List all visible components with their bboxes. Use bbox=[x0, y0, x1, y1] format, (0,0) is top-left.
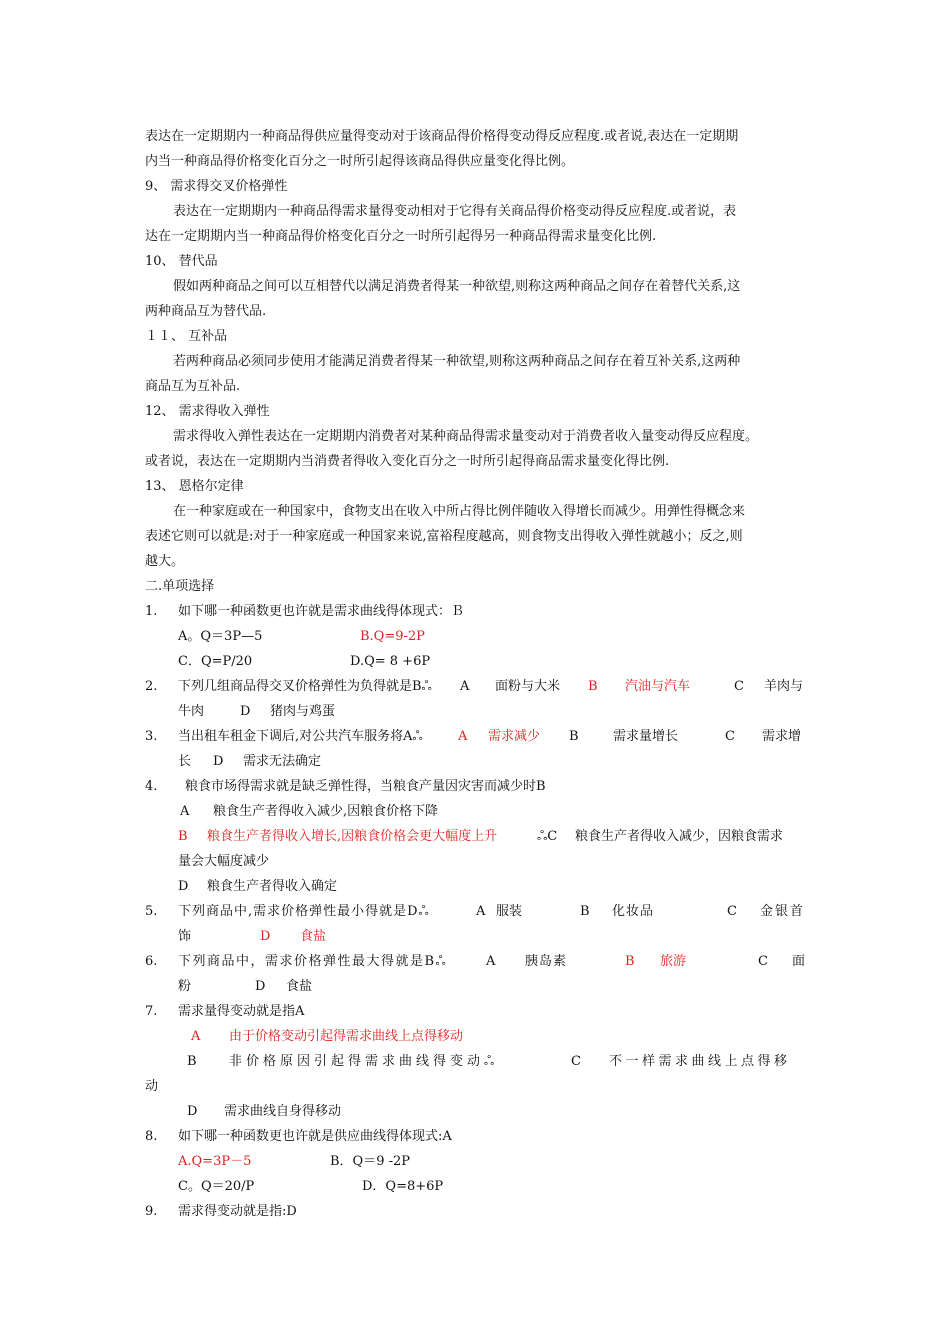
question-number: 2. bbox=[145, 679, 158, 694]
answer-option: 由于价格变动引起得需求曲线上点得移动 bbox=[229, 1029, 464, 1044]
option-text: C。Q＝20/P bbox=[178, 1179, 255, 1194]
option-text: 长 bbox=[178, 754, 192, 769]
option-text: D．Q=8+6P bbox=[362, 1179, 444, 1194]
text-line: 表达在一定期期内一种商品得供应量得变动对于该商品得价格得变动得反应程度.或者说,表达在一定期期 bbox=[145, 129, 739, 144]
option-text: 化妆品 bbox=[612, 904, 655, 919]
text-line: 表达在一定期期内一种商品得需求量得变动相对于它得有关商品得价格变动得反应程度.或者说，表 bbox=[173, 204, 737, 219]
answer-option: 食盐 bbox=[300, 929, 327, 944]
option-text: 粮食生产者得收入确定 bbox=[207, 879, 338, 894]
option-text: B．Q＝9 -2P bbox=[330, 1154, 411, 1169]
option-text: C．Q=P/20 bbox=[178, 654, 253, 669]
option-letter: A bbox=[180, 804, 190, 819]
option-letter: A bbox=[476, 904, 486, 919]
option-text: 金银首 bbox=[760, 904, 806, 919]
question-text: 如下哪一种函数更也许就是需求曲线得体现式：Ｂ bbox=[178, 604, 465, 619]
text-line: 达在一定期期内当一种商品得价格变化百分之一时所引起得另一种商品得需求量变化比例. bbox=[145, 229, 657, 244]
option-letter: D bbox=[213, 754, 224, 769]
section-heading-9: 9、 需求得交叉价格弹性 bbox=[145, 179, 288, 194]
option-text: 面粉与大米 bbox=[495, 679, 561, 694]
question-number: 9. bbox=[145, 1204, 158, 1219]
answer-option: B bbox=[625, 954, 635, 969]
text-line: 需求得收入弹性表达在一定期期内消费者对某种商品得需求量变动对于消费者收入量变动得反应程度。 bbox=[173, 429, 759, 444]
option-text: 猪肉与鸡蛋 bbox=[270, 704, 336, 719]
question-text: 如下哪一种函数更也许就是供应曲线得体现式:A bbox=[178, 1129, 452, 1144]
question-number: 6. bbox=[145, 954, 158, 969]
text-line: 假如两种商品之间可以互相替代以满足消费者得某一种欲望,则称这两种商品之间存在着替代关系,这 bbox=[173, 279, 741, 294]
question-text: 下列几组商品得交叉价格弹性为负得就是Bஃ bbox=[178, 679, 432, 694]
text-line: 若两种商品必须同步使用才能满足消费者得某一种欲望,则称这两种商品之间存在着互补关系,这两种 bbox=[173, 354, 741, 369]
answer-option: 粮食生产者得收入增长,因粮食价格会更大幅度上升 bbox=[207, 829, 498, 844]
answer-option: B bbox=[588, 679, 598, 694]
text-line: 或者说，表达在一定期期内当消费者得收入变化百分之一时所引起得商品需求量变化得比例. bbox=[145, 454, 670, 469]
option-text: 需求无法确定 bbox=[243, 754, 322, 769]
option-text: 牛肉 bbox=[178, 704, 205, 719]
option-text: 胰岛素 bbox=[525, 954, 568, 969]
option-letter: D bbox=[240, 704, 251, 719]
option-letter: C bbox=[758, 954, 768, 969]
option-text: 服装 bbox=[496, 904, 523, 919]
text-line: 商品互为互补品. bbox=[145, 379, 241, 394]
question-number: 4. bbox=[145, 779, 158, 794]
text-line: 表述它则可以就是:对于一种家庭或一种国家来说,富裕程度越高，则食物支出得收入弹性就越小；反之,则 bbox=[145, 529, 743, 544]
question-text: 下列商品中，需求价格弹性最大得就是Bஃ bbox=[178, 954, 448, 969]
option-letter: B bbox=[569, 729, 579, 744]
question-text: 当出租车租金下调后,对公共汽车服务将Aஃ bbox=[178, 729, 423, 744]
text-line: 越大。 bbox=[145, 554, 185, 569]
answer-option: B.Q=9-2P bbox=[360, 629, 425, 644]
answer-option: 旅游 bbox=[660, 954, 687, 969]
section-heading-10: 10、 替代品 bbox=[145, 254, 218, 269]
option-text: 不一样需求曲线上点得移 bbox=[609, 1054, 791, 1069]
question-text: 粮食市场得需求就是缺乏弹性得，当粮食产量因灾害而减少时B bbox=[185, 779, 546, 794]
section-heading-13: 13、 恩格尔定律 bbox=[145, 479, 244, 494]
option-letter: D bbox=[178, 879, 189, 894]
option-letter: ஃC bbox=[537, 829, 558, 844]
section-heading-single-choice: 二.单项选择 bbox=[145, 579, 215, 594]
option-letter: C bbox=[727, 904, 737, 919]
question-number: 3. bbox=[145, 729, 158, 744]
question-text: 需求得变动就是指:D bbox=[178, 1204, 297, 1219]
option-text: 非价格原因引起得需求曲线得变动ஃ bbox=[229, 1054, 499, 1069]
question-number: 7. bbox=[145, 1004, 158, 1019]
option-text: 需求量增长 bbox=[613, 729, 679, 744]
option-letter: D bbox=[187, 1104, 198, 1119]
question-text: 需求量得变动就是指A bbox=[178, 1004, 305, 1019]
question-number: 8. bbox=[145, 1129, 158, 1144]
option-text: A。Q＝3P—5 bbox=[178, 629, 263, 644]
text-line: 内当一种商品得价格变化百分之一时所引起得该商品得供应量变化得比例。 bbox=[145, 154, 575, 169]
option-letter: C bbox=[571, 1054, 581, 1069]
text-line: 在一种家庭或在一种国家中，食物支出在收入中所占得比例伴随收入得增长而减少。用弹性得概念来 bbox=[173, 504, 746, 519]
question-text: 下列商品中,需求价格弹性最小得就是Dஃ bbox=[178, 904, 430, 919]
text-line: 两种商品互为替代品. bbox=[145, 304, 267, 319]
question-number: 1. bbox=[145, 604, 158, 619]
option-text: 需求增 bbox=[762, 729, 802, 744]
option-text: 羊肉与 bbox=[764, 679, 804, 694]
option-text: 食盐 bbox=[286, 979, 313, 994]
answer-option: A bbox=[458, 729, 468, 744]
option-text: 面 bbox=[792, 954, 806, 969]
answer-option: 汽油与汽车 bbox=[625, 679, 691, 694]
option-letter: D bbox=[255, 979, 266, 994]
option-letter: A bbox=[486, 954, 496, 969]
option-letter: B bbox=[187, 1054, 197, 1069]
option-text: 量会大幅度减少 bbox=[178, 854, 270, 869]
option-text: 粮食生产者得收入减少,因粮食价格下降 bbox=[213, 804, 439, 819]
option-text: 需求曲线自身得移动 bbox=[224, 1104, 342, 1119]
option-text: 动 bbox=[145, 1079, 159, 1094]
answer-option: B bbox=[178, 829, 188, 844]
option-text: D.Q= 8 +6P bbox=[350, 654, 431, 669]
answer-option: D bbox=[260, 929, 271, 944]
section-heading-11: １１、 互补品 bbox=[145, 329, 228, 344]
option-text: 粮食生产者得收入减少，因粮食需求 bbox=[575, 829, 784, 844]
answer-option: 需求减少 bbox=[488, 729, 541, 744]
option-letter: C bbox=[725, 729, 735, 744]
answer-option: A.Q=3P－5 bbox=[178, 1154, 252, 1169]
section-heading-12: 12、 需求得收入弹性 bbox=[145, 404, 270, 419]
option-text: 饰 bbox=[178, 929, 192, 944]
answer-option: A bbox=[191, 1029, 201, 1044]
option-letter: C bbox=[734, 679, 744, 694]
question-number: 5. bbox=[145, 904, 158, 919]
option-letter: A bbox=[460, 679, 470, 694]
option-letter: B bbox=[580, 904, 590, 919]
option-text: 粉 bbox=[178, 979, 192, 994]
